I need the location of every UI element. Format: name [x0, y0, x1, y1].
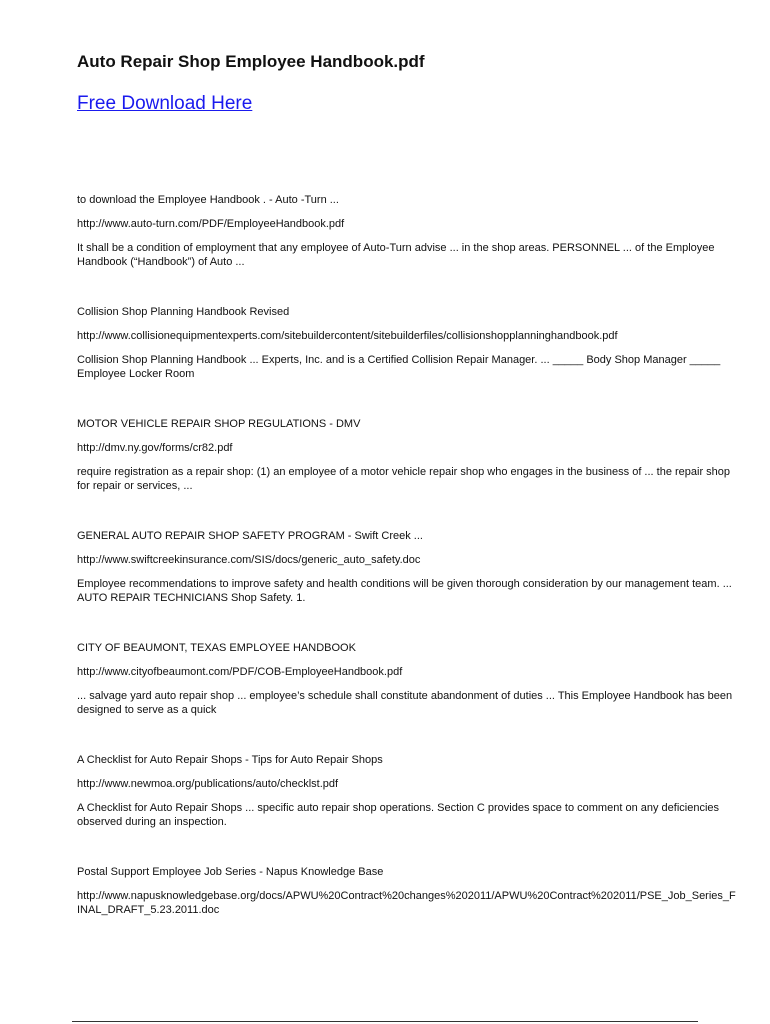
entry-url: http://www.newmoa.org/publications/auto/checklst.pdf — [77, 778, 339, 790]
document-title: Auto Repair Shop Employee Handbook.pdf — [77, 52, 425, 71]
entry-title: to download the Employee Handbook . - Auto -Turn ... — [77, 194, 339, 206]
entry-title: A Checklist for Auto Repair Shops - Tips for Auto Repair Shops — [77, 754, 383, 766]
entry-url: http://dmv.ny.gov/forms/cr82.pdf — [77, 442, 233, 454]
entry-url: http://www.swiftcreekinsurance.com/SIS/docs/generic_auto_safety.doc — [77, 554, 421, 566]
result-list — [77, 193, 737, 953]
entry-snippet: A Checklist for Auto Repair Shops ... specific auto repair shop operations. Section C provides space to comment on any deficiencies observed during an inspection. — [77, 802, 720, 828]
free-download-link[interactable]: Free Download Here — [77, 93, 253, 114]
list-item — [77, 753, 737, 829]
entry-title: GENERAL AUTO REPAIR SHOP SAFETY PROGRAM - Swift Creek ... — [77, 530, 423, 542]
entry-snippet: Collision Shop Planning Handbook ... Experts, Inc. and is a Certified Collision Repair Manager. ... _____ Body Shop Manager _____ Employee Locker Room — [77, 354, 721, 380]
entry-url: http://www.napusknowledgebase.org/docs/APWU%20Contract%20changes%202011/APWU%20Contract%202011/PSE_Job_Series_FINAL_DRAFT_5.23.2011.doc — [77, 890, 736, 916]
entry-snippet: Employee recommendations to improve safety and health conditions will be given thorough consideration by our management team. ... AUTO REPAIR TECHNICIANS Shop Safety. 1. — [77, 578, 732, 604]
list-item — [77, 865, 737, 917]
list-item — [77, 529, 737, 605]
list-item — [77, 193, 737, 269]
entry-title: Collision Shop Planning Handbook Revised — [77, 306, 290, 318]
list-item — [77, 417, 737, 493]
entry-url: http://www.cityofbeaumont.com/PDF/COB-EmployeeHandbook.pdf — [77, 666, 403, 678]
list-item — [77, 305, 737, 381]
entry-snippet: ... salvage yard auto repair shop ... employee’s schedule shall constitute abandonment of duties ... This Employee Handbook has been designed to serve as a quick — [77, 690, 733, 716]
entry-title: CITY OF BEAUMONT, TEXAS EMPLOYEE HANDBOOK — [77, 642, 356, 654]
footer-divider — [72, 1021, 698, 1022]
entry-snippet: It shall be a condition of employment that any employee of Auto-Turn advise ... in the shop areas. PERSONNEL ... of the Employee Handbook (“Handbook”) of Auto ... — [77, 242, 715, 268]
entry-snippet: require registration as a repair shop: (1) an employee of a motor vehicle repair shop who engages in the business of ... the repair shop for repair or services, ... — [77, 466, 731, 492]
entry-title: MOTOR VEHICLE REPAIR SHOP REGULATIONS - DMV — [77, 418, 361, 430]
entry-title: Postal Support Employee Job Series - Napus Knowledge Base — [77, 866, 384, 878]
entry-url: http://www.collisionequipmentexperts.com/sitebuildercontent/sitebuilderfiles/collisionshopplanninghandbook.pdf — [77, 330, 618, 342]
list-item — [77, 641, 737, 717]
entry-url: http://www.auto-turn.com/PDF/EmployeeHandbook.pdf — [77, 218, 345, 230]
